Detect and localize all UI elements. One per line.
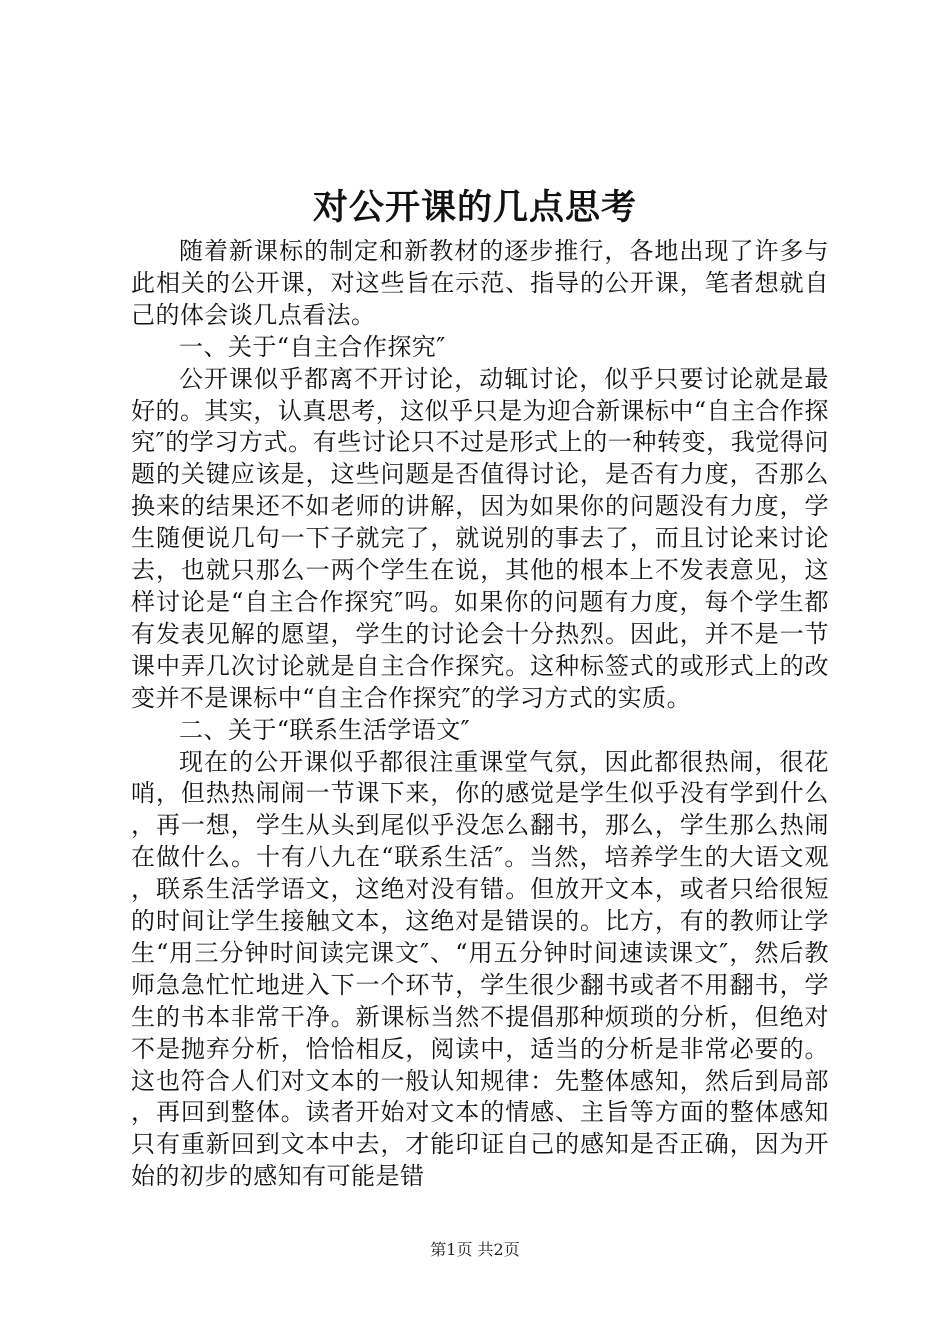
paragraph-section-2: 现在的公开课似乎都很注重课堂气氛，因此都很热闹，很花哨，但热热闹闹一节课下来，你的感觉是学生似乎没有学到什么，再一想，学生从头到尾似乎没怎么翻书，那么，学生那么热闹在做什么。十有八九在“联系生活″。当然，培养学生的大语文观，联系生活学语文，这绝对没有错。但放开文本，或者只给很短的时间让学生接触文本，这绝对是错误的。比方，有的教师让学生“用三分钟时间读完课文″、“用五分钟时间速读课文″，然后教师急急忙忙地进入下一个环节，学生很少翻书或者不用翻书，学生的书本非常干净。新课标当然不提倡那种烦琐的分析，但绝对不是抛弃分析，恰恰相反，阅读中，适当的分析是非常必要的。这也符合人们对文本的一般认知规律：先整体感知，然后到局部，再回到整体。读者开始对文本的情感、主旨等方面的整体感知只有重新回到文本中去，才能印证自己的感知是否正确，因为开始的初步的感知有可能是错	[131, 747, 829, 1191]
section-heading-2: 二、关于“联系生活学语文″	[179, 715, 471, 744]
document-title: 对公开课的几点思考	[312, 187, 637, 228]
document-body	[131, 236, 829, 1193]
section-heading-1: 一、关于“自主合作探究″	[179, 332, 446, 361]
paragraph-intro: 随着新课标的制定和新教材的逐步推行，各地出现了许多与此相关的公开课，对这些旨在示范、指导的公开课，笔者想就自己的体会谈几点看法。	[131, 237, 829, 329]
paragraph-section-1: 公开课似乎都离不开讨论，动辄讨论，似乎只要讨论就是最好的。其实，认真思考，这似乎只是为迎合新课标中“自主合作探究″的学习方式。有些讨论只不过是形式上的一种转变，我觉得问题的关键应该是，这些问题是否值得讨论，是否有力度，否那么换来的结果还不如老师的讲解，因为如果你的问题没有力度，学生随便说几句一下子就完了，就说别的事去了，而且讨论来讨论去，也就只那么一两个学生在说，其他的根本上不发表意见，这样讨论是“自主合作探究″吗。如果你的问题有力度，每个学生都有发表见解的愿望，学生的讨论会十分热烈。因此，并不是一节课中弄几次讨论就是自主合作探究。这种标签式的或形式上的改变并不是课标中“自主合作探究″的学习方式的实质。	[131, 364, 829, 712]
page-footer: 第1页 共2页	[430, 1240, 520, 1259]
